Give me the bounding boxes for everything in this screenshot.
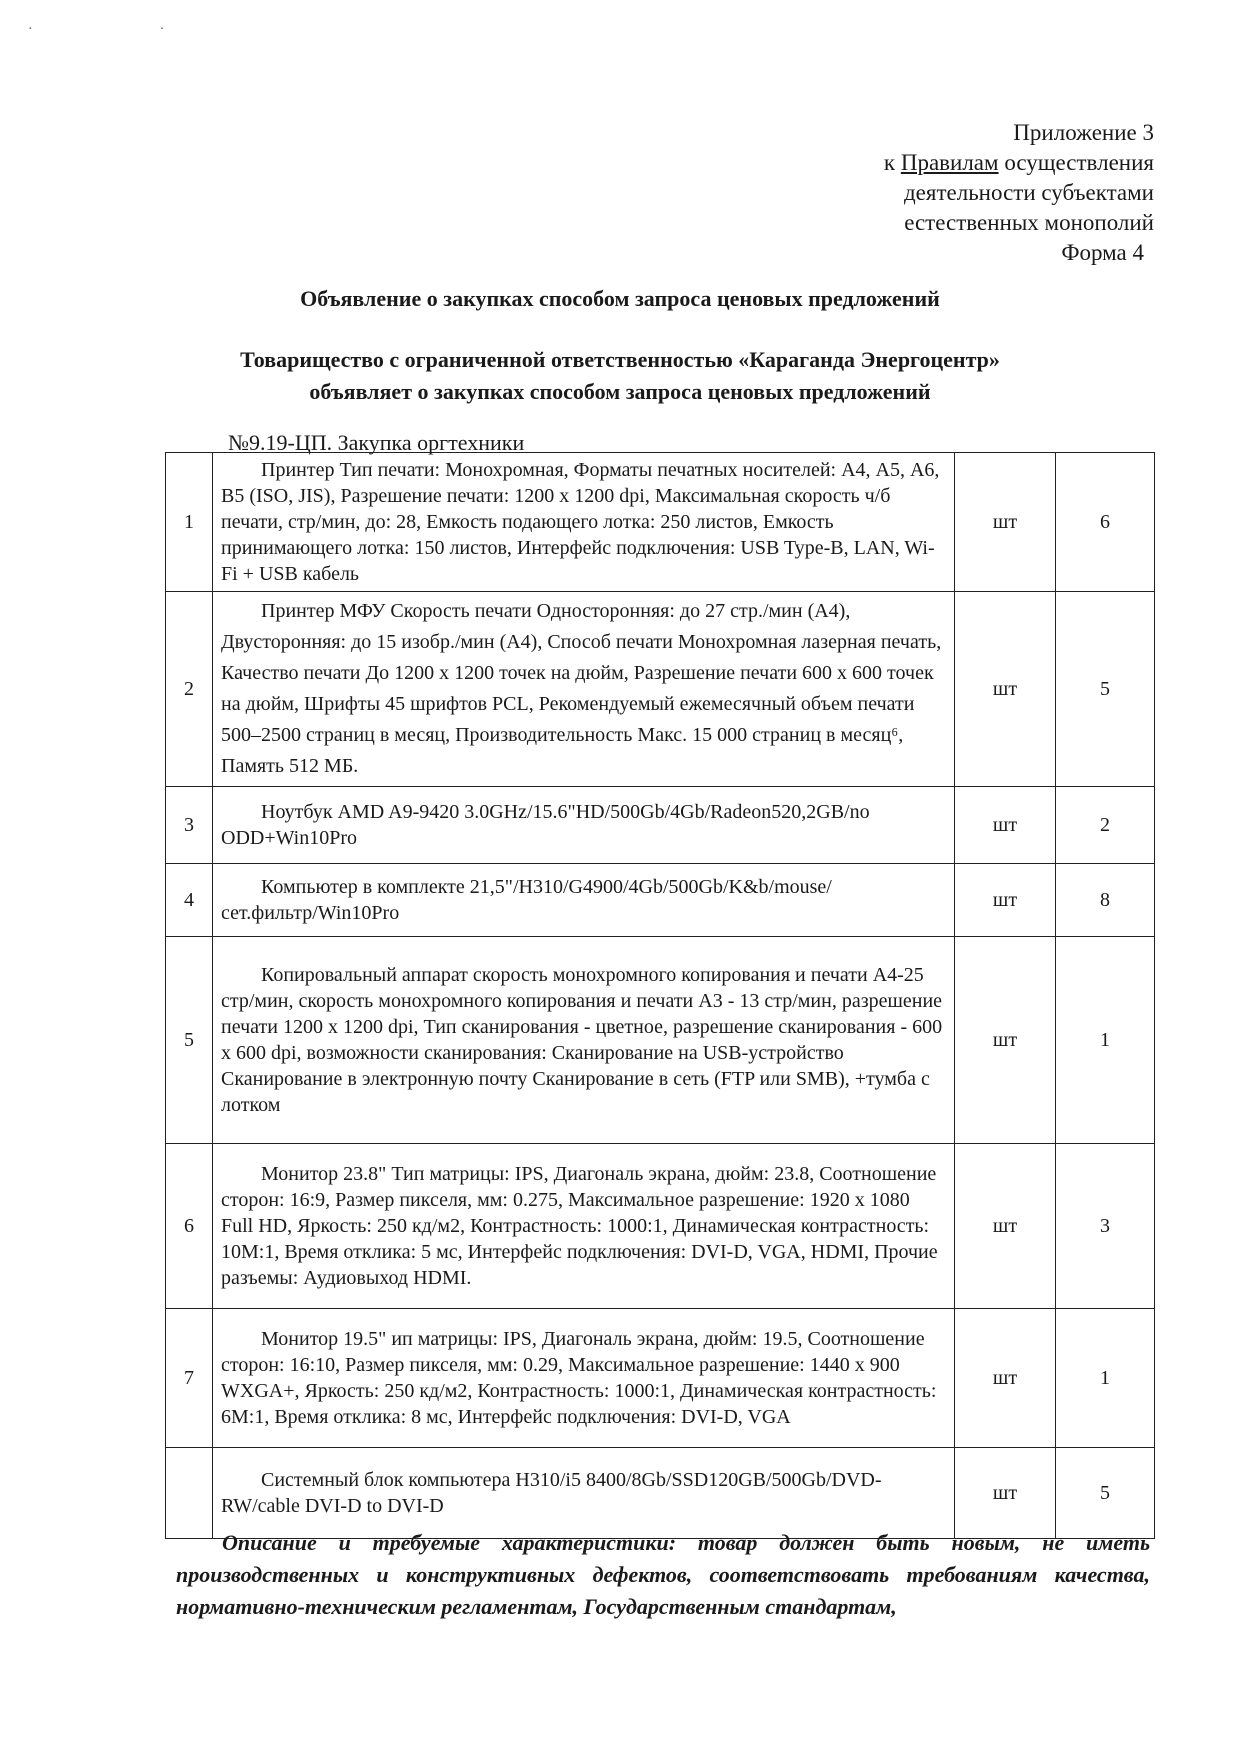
item-quantity: 5 bbox=[1056, 592, 1155, 787]
item-quantity: 6 bbox=[1056, 453, 1155, 592]
item-number: 3 bbox=[166, 787, 213, 864]
appendix-line-1: Приложение 3 bbox=[1013, 120, 1154, 145]
item-number: 2 bbox=[166, 592, 213, 787]
document-title: Объявление о закупках способом запроса ценовых предложений bbox=[300, 286, 940, 311]
document-subtitle bbox=[0, 344, 1240, 408]
item-description-text: Копировальный аппарат скорость монохромного копирования и печати А4-25 стр/мин, скорость монохромного копирования и печати А3 - 13 стр/мин, разрешение печати 1200 х 1200 dpi, Тип сканирования - цветное, разрешение сканирования - 600 х 600 dpi, возможности сканирования: Сканирование на USB-устройство Сканирование в электронную почту Сканирование в сеть (FTP или SMB), +тумба с лотком bbox=[221, 964, 943, 1116]
appendix-line-2-text: к Правилам осуществления bbox=[883, 150, 1154, 175]
item-quantity: 1 bbox=[1056, 1309, 1155, 1448]
item-number: 5 bbox=[166, 937, 213, 1144]
item-description bbox=[213, 592, 955, 787]
scan-specks: · · bbox=[28, 22, 205, 37]
item-description-text: Монитор 19.5" ип матрицы: IPS, Диагональ экрана, дюйм: 19.5, Соотношение сторон: 16:10, Размер пикселя, мм: 0.29, Максимальное разрешение: 1440 х 900 WXGA+, Яркость: 250 кд/м2, Контрастность: 1000:1, Динамическая контрастность: 6М:1, Время отклика: 8 мс, Интерфейс подключения: DVI-D, VGA bbox=[221, 1328, 937, 1428]
item-description-text: Системный блок компьютера H310/i5 8400/8Gb/SSD120GB/500Gb/DVD-RW/cable DVI-D to DVI-D bbox=[221, 1469, 882, 1517]
item-number bbox=[166, 1448, 213, 1539]
item-description bbox=[213, 864, 955, 937]
description-paragraph-text: Описание и требуемые характеристики: товар должен быть новым, не иметь производственных и конструктивных дефектов, соответствовать требованиям качества, нормативно-техническим регламентам, Государственным стандартам, bbox=[176, 1530, 1150, 1619]
item-quantity: 5 bbox=[1056, 1448, 1155, 1539]
item-description bbox=[213, 1448, 955, 1539]
table-row bbox=[166, 592, 1155, 787]
table-row bbox=[166, 1448, 1155, 1539]
rules-link-text: Правилам bbox=[900, 150, 999, 175]
appendix-line-3: деятельности субъектами bbox=[903, 180, 1154, 205]
item-description bbox=[213, 453, 955, 592]
item-description bbox=[213, 937, 955, 1144]
item-unit: шт bbox=[955, 937, 1056, 1144]
item-description-text: Принтер МФУ Скорость печати Односторонняя: до 27 стр./мин (А4), Двусторонняя: до 15 изобр./мин (А4), Способ печати Монохромная лазерная печать, Качество печати До 1200 х 1200 точек на дюйм, Разрешение печати 600 х 600 точек на дюйм, Шрифты 45 шрифтов PCL, Рекомендуемый ежемесячный объем печати 500–2500 страниц в месяц, Производительность Макс. 15 000 страниц в месяц⁶, Память 512 МБ. bbox=[221, 600, 942, 777]
subtitle-line-1: Товарищество с ограниченной ответственностью «Караганда Энергоцентр» bbox=[240, 347, 1000, 372]
appendix-header bbox=[884, 118, 1154, 268]
item-unit: шт bbox=[955, 1448, 1056, 1539]
item-number: 6 bbox=[166, 1144, 213, 1309]
table-row bbox=[166, 1309, 1155, 1448]
appendix-line-2 bbox=[884, 148, 1154, 178]
item-unit: шт bbox=[955, 1309, 1056, 1448]
item-quantity: 3 bbox=[1056, 1144, 1155, 1309]
appendix-line-5: Форма 4 bbox=[1061, 240, 1144, 265]
table-row bbox=[166, 864, 1155, 937]
item-quantity: 2 bbox=[1056, 787, 1155, 864]
item-number: 1 bbox=[166, 453, 213, 592]
item-description-text: Монитор 23.8" Тип матрицы: IPS, Диагональ экрана, дюйм: 23.8, Соотношение сторон: 16:9, Размер пикселя, мм: 0.275, Максимальное разрешение: 1920 х 1080 Full HD, Яркость: 250 кд/м2, Контрастность: 1000:1, Динамическая контрастность: 10М:1, Время отклика: 5 мс, Интерфейс подключения: DVI-D, VGA, HDMI, Прочие разъемы: Аудиовыход HDMI. bbox=[221, 1163, 938, 1289]
item-description bbox=[213, 1144, 955, 1309]
procurement-caption: №9.19-ЦП. Закупка оргтехники bbox=[228, 430, 525, 455]
item-description-text: Принтер Тип печати: Монохромная, Форматы печатных носителей: А4, А5, А6, В5 (ISO, JIS), Разрешение печати: 1200 х 1200 dpi, Максимальная скорость ч/б печати, стр/мин, до: 28, Емкость подающего лотка: 250 листов, Емкость принимающего лотка: 150 листов, Интерфейс подключения: USB Type-B, LAN, Wi-Fi + USB кабель bbox=[221, 459, 940, 585]
item-unit: шт bbox=[955, 1144, 1056, 1309]
item-unit: шт bbox=[955, 453, 1056, 592]
item-unit: шт bbox=[955, 592, 1056, 787]
appendix-line-4: естественных монополий bbox=[904, 210, 1154, 235]
item-description bbox=[213, 787, 955, 864]
table-row bbox=[166, 1144, 1155, 1309]
subtitle-line-2: объявляет о закупках способом запроса ценовых предложений bbox=[309, 379, 931, 404]
item-description-text: Ноутбук AMD A9-9420 3.0GHz/15.6"HD/500Gb/4Gb/Radeon520,2GB/no ODD+Win10Pro bbox=[221, 801, 870, 849]
item-description bbox=[213, 1309, 955, 1448]
description-paragraph bbox=[176, 1527, 1150, 1623]
table-row bbox=[166, 787, 1155, 864]
item-quantity: 8 bbox=[1056, 864, 1155, 937]
items-table bbox=[165, 452, 1155, 1539]
item-number: 7 bbox=[166, 1309, 213, 1448]
item-unit: шт bbox=[955, 787, 1056, 864]
item-description-text: Компьютер в комплекте 21,5"/H310/G4900/4Gb/500Gb/K&b/mouse/сет.фильтр/Win10Pro bbox=[221, 876, 832, 924]
item-quantity: 1 bbox=[1056, 937, 1155, 1144]
table-row bbox=[166, 453, 1155, 592]
table-row bbox=[166, 937, 1155, 1144]
item-number: 4 bbox=[166, 864, 213, 937]
item-unit: шт bbox=[955, 864, 1056, 937]
